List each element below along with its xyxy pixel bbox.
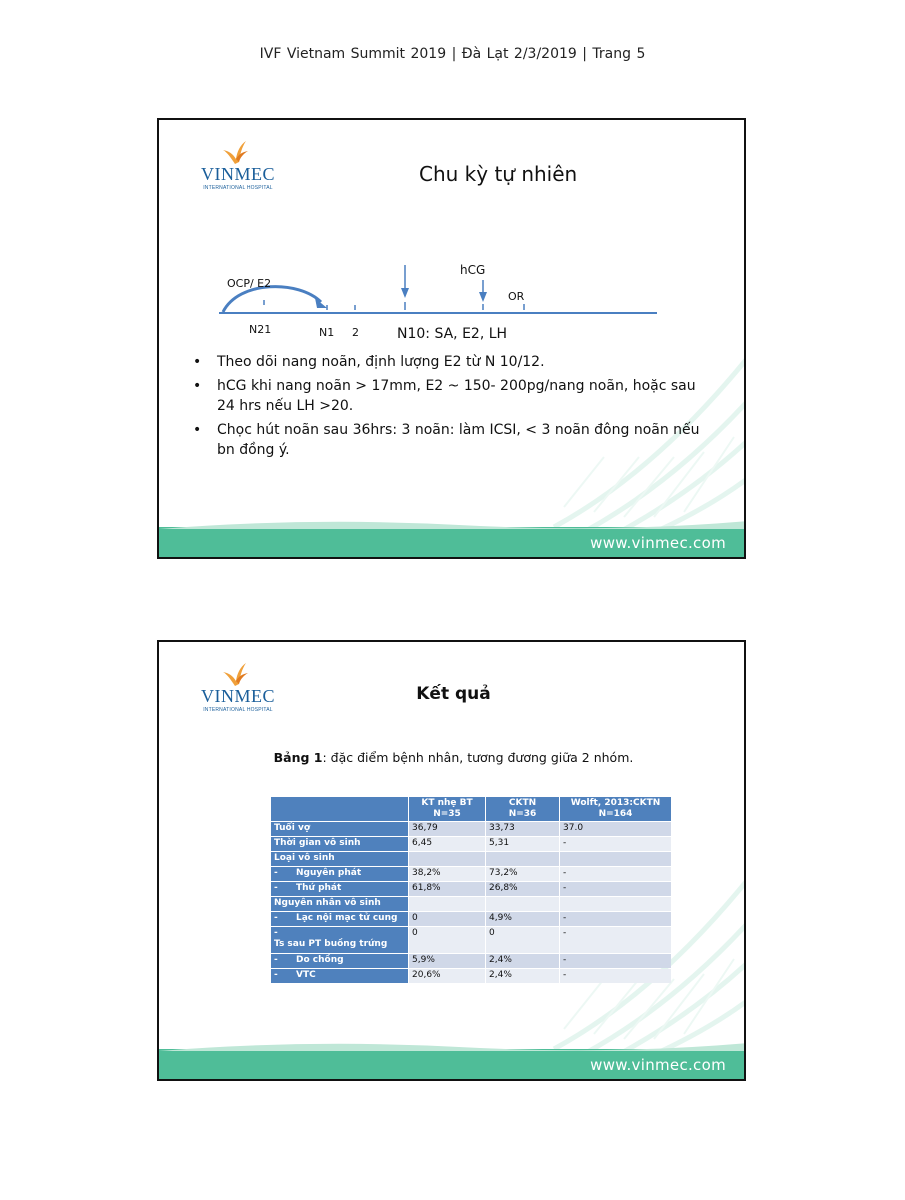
value-cell-v3: - bbox=[560, 867, 671, 881]
n10-arrowhead bbox=[401, 288, 409, 298]
row-label: VTC bbox=[296, 970, 316, 980]
results-table bbox=[270, 796, 672, 984]
table-row bbox=[271, 927, 671, 953]
header-cell: KT nhẹ BT N=35 bbox=[409, 797, 485, 821]
slide-title: Chu kỳ tự nhiên bbox=[419, 162, 578, 186]
table-row bbox=[271, 897, 671, 911]
bullet-marker: • bbox=[193, 422, 202, 438]
sub-item-dash: - bbox=[274, 868, 278, 878]
table-row bbox=[271, 852, 671, 866]
value-cell-v1 bbox=[409, 897, 485, 911]
row-label-cell bbox=[271, 969, 408, 983]
value-cell-v2 bbox=[486, 852, 559, 866]
value-cell-v2: 2,4% bbox=[486, 969, 559, 983]
table-caption bbox=[159, 750, 746, 765]
row-label-cell bbox=[271, 822, 408, 836]
value-cell-v2: 5,31 bbox=[486, 837, 559, 851]
value-cell-v2 bbox=[486, 897, 559, 911]
label-or: OR bbox=[508, 290, 525, 303]
row-label: Thứ phát bbox=[296, 883, 342, 893]
vinmec-logo bbox=[193, 140, 283, 192]
bullet-list bbox=[193, 352, 713, 464]
row-label-cell bbox=[271, 852, 408, 866]
value-cell-v3: - bbox=[560, 882, 671, 896]
row-label: Thời gian vô sinh bbox=[274, 838, 361, 848]
value-cell-v1 bbox=[409, 852, 485, 866]
value-cell-v1: 6,45 bbox=[409, 837, 485, 851]
value-cell-v3: - bbox=[560, 837, 671, 851]
row-label: Lạc nội mạc tử cung bbox=[296, 913, 398, 923]
table-row bbox=[271, 969, 671, 983]
row-label-cell bbox=[271, 912, 408, 926]
slide-natural-cycle bbox=[157, 118, 746, 559]
row-label: Loại vô sinh bbox=[274, 853, 335, 863]
footer-band bbox=[159, 1049, 744, 1079]
sub-item-dash: - bbox=[274, 913, 278, 923]
sub-item-dash: - bbox=[274, 955, 278, 965]
slide-results bbox=[157, 640, 746, 1081]
timeline-diagram bbox=[219, 260, 659, 350]
row-label-cell bbox=[271, 882, 408, 896]
sub-item-dash: - bbox=[274, 883, 278, 893]
value-cell-v2: 4,9% bbox=[486, 912, 559, 926]
value-cell-v3: - bbox=[560, 927, 671, 953]
sub-item-dash: - bbox=[274, 970, 278, 980]
logo-subtitle: INTERNATIONAL HOSPITAL bbox=[203, 707, 273, 713]
label-day2: 2 bbox=[352, 326, 359, 339]
header-cell: CKTN N=36 bbox=[486, 797, 559, 821]
value-cell-v3: - bbox=[560, 954, 671, 968]
value-cell-v2: 0 bbox=[486, 927, 559, 953]
footer-wave bbox=[159, 1039, 746, 1051]
label-hcg: hCG bbox=[460, 263, 486, 277]
logo-subtitle: INTERNATIONAL HOSPITAL bbox=[203, 185, 273, 191]
table-row bbox=[271, 837, 671, 851]
footer-url: www.vinmec.com bbox=[590, 534, 726, 552]
table-row bbox=[271, 954, 671, 968]
value-cell-v1: 5,9% bbox=[409, 954, 485, 968]
slide-title: Kết quả bbox=[416, 684, 491, 704]
bullet-item bbox=[193, 352, 713, 372]
bullet-item bbox=[193, 420, 713, 460]
value-cell-v2: 73,2% bbox=[486, 867, 559, 881]
value-cell-v3 bbox=[560, 897, 671, 911]
value-cell-v1: 38,2% bbox=[409, 867, 485, 881]
table-row bbox=[271, 912, 671, 926]
row-label-cell bbox=[271, 897, 408, 911]
label-n10: N10: SA, E2, LH bbox=[397, 326, 508, 342]
logo-brand: VINMEC bbox=[201, 686, 275, 706]
ocp-arrowhead bbox=[315, 298, 327, 308]
row-label-cell bbox=[271, 867, 408, 881]
bullet-marker: • bbox=[193, 378, 202, 394]
table-body bbox=[271, 822, 671, 983]
value-cell-v1: 0 bbox=[409, 927, 485, 953]
caption-text: : đặc điểm bệnh nhân, tương đương giữa 2 nhóm. bbox=[322, 750, 634, 765]
header-cell bbox=[271, 797, 408, 821]
page-header: IVF Vietnam Summit 2019 | Đà Lạt 2/3/2019 | Trang 5 bbox=[259, 46, 646, 62]
bullet-text: hCG khi nang noãn > 17mm, E2 ~ 150- 200pg/nang noãn, hoặc sau 24 hrs nếu LH >20. bbox=[217, 378, 696, 414]
row-label: Tuổi vợ bbox=[274, 823, 311, 833]
value-cell-v2: 2,4% bbox=[486, 954, 559, 968]
value-cell-v3: - bbox=[560, 912, 671, 926]
bullet-item bbox=[193, 376, 713, 416]
footer-url: www.vinmec.com bbox=[590, 1056, 726, 1074]
row-label: Ts sau PT buồng trứng bbox=[274, 939, 388, 949]
hcg-arrowhead bbox=[479, 292, 487, 302]
value-cell-v2: 26,8% bbox=[486, 882, 559, 896]
value-cell-v3 bbox=[560, 852, 671, 866]
row-label-cell bbox=[271, 837, 408, 851]
header-cell: Wolft, 2013:CKTN N=164 bbox=[560, 797, 671, 821]
footer-wave bbox=[159, 517, 746, 529]
bird-logo-icon bbox=[221, 140, 251, 166]
table-row bbox=[271, 882, 671, 896]
ocp-arc-arrow bbox=[223, 287, 321, 312]
value-cell-v1: 36,79 bbox=[409, 822, 485, 836]
table-row bbox=[271, 822, 671, 836]
value-cell-v1: 0 bbox=[409, 912, 485, 926]
caption-bold: Bảng 1 bbox=[273, 750, 323, 765]
bullet-text: Theo dõi nang noãn, định lượng E2 từ N 10/12. bbox=[217, 354, 545, 370]
label-ocp: OCP/ E2 bbox=[227, 277, 272, 290]
footer-band bbox=[159, 527, 744, 557]
value-cell-v1: 20,6% bbox=[409, 969, 485, 983]
row-label-cell bbox=[271, 927, 408, 953]
value-cell-v1: 61,8% bbox=[409, 882, 485, 896]
row-label-cell bbox=[271, 954, 408, 968]
row-label: Nguyên phát bbox=[296, 868, 362, 878]
row-label: Do chồng bbox=[296, 955, 344, 965]
value-cell-v2: 33,73 bbox=[486, 822, 559, 836]
label-n1: N1 bbox=[319, 326, 335, 339]
table-row bbox=[271, 867, 671, 881]
table-header-row bbox=[271, 797, 671, 821]
sub-item-dash: - bbox=[274, 928, 278, 938]
label-n21: N21 bbox=[249, 323, 272, 336]
value-cell-v3: - bbox=[560, 969, 671, 983]
value-cell-v3: 37.0 bbox=[560, 822, 671, 836]
row-label: Nguyên nhân vô sinh bbox=[274, 898, 381, 908]
bullet-text: Chọc hút noãn sau 36hrs: 3 noãn: làm ICSI, < 3 noãn đông noãn nếu bn đồng ý. bbox=[217, 422, 700, 458]
bullet-marker: • bbox=[193, 354, 202, 370]
logo-brand: VINMEC bbox=[201, 164, 275, 184]
